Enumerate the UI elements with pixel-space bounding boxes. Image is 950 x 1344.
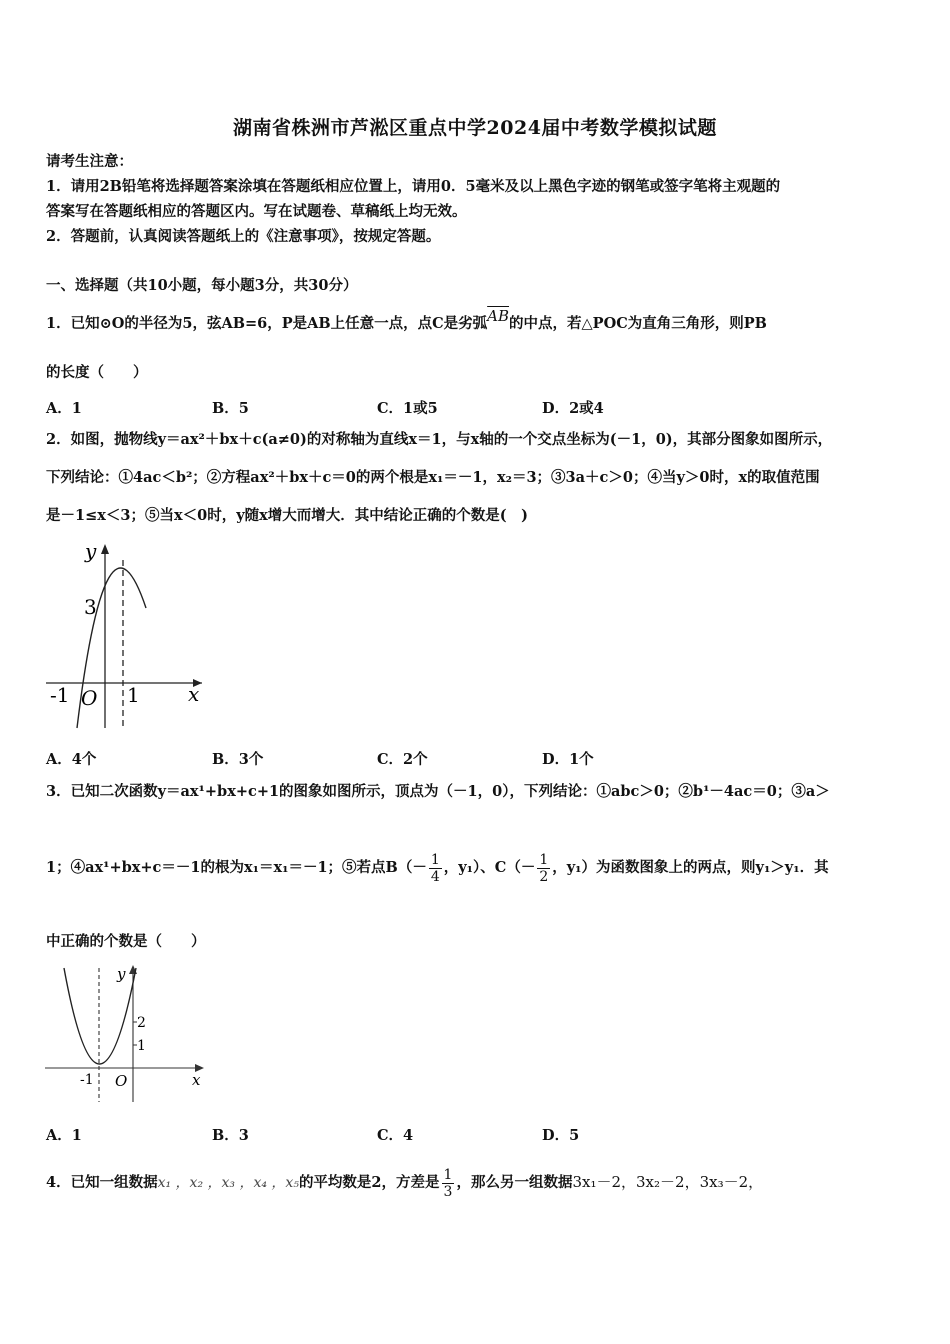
notice-line-2: 答案写在答题纸相应的答题区内。写在试题卷、草稿纸上均无效。 [46, 203, 467, 220]
q3-option-a[interactable]: A．1 [46, 1127, 82, 1144]
fraction-one-half [537, 852, 550, 885]
fraction-one-third [442, 1167, 455, 1200]
q1-option-a[interactable]: A．1 [46, 400, 82, 417]
notice-heading: 请考生注意： [46, 153, 133, 170]
question-1-line-1 [46, 307, 767, 334]
question-4-text-b: 的平均数是2，方差是 [298, 1174, 440, 1191]
notice-line-3: 2．答题前，认真阅读答题纸上的《注意事项》，按规定答题。 [46, 228, 441, 245]
q3-option-d[interactable]: D．5 [542, 1127, 580, 1144]
question-3-line-1: 3．已知二次函数y＝ax¹+bx+c+1的图象如图所示，顶点为（－1，0），下列结论：①abc＞0；②b¹－4ac＝0；③a＞ [46, 783, 830, 800]
frac-numerator: 1 [443, 1166, 453, 1183]
question-1-line-2: 的长度（ ） [46, 364, 148, 381]
notice-line-1: 1．请用2B铅笔将选择题答案涂填在答题纸相应位置上，请用0．5毫米及以上黑色字迹的钢笔或签字笔将主观题的 [46, 178, 781, 195]
y-axis-arrow [101, 544, 109, 554]
frac1-denominator: 4 [430, 868, 440, 885]
q2-option-b[interactable]: B．3个 [212, 751, 264, 768]
q1-option-c[interactable]: C．1或5 [377, 400, 438, 417]
q3-option-b[interactable]: B．3 [212, 1127, 249, 1144]
question-3-text-c: ，y₁）为函数图象上的两点，则y₁＞y₁．其 [552, 859, 829, 876]
graph2-x-label: x [188, 682, 200, 706]
frac2-denominator: 2 [539, 868, 549, 885]
arc-ab: $\overline{AB}$ [487, 307, 510, 325]
q1-option-b[interactable]: B．5 [212, 400, 249, 417]
question-2-graph [42, 538, 212, 738]
graph3-tick-2: 2 [137, 1015, 146, 1031]
question-3-graph [42, 962, 212, 1112]
question-3-line-2 [46, 848, 829, 888]
graph3-x-label: x [192, 1071, 201, 1089]
question-2-line-3: 是－1≤x＜3；⑤当x＜0时，y随x增大而增大．其中结论正确的个数是( ) [46, 507, 528, 524]
question-2-line-2: 下列结论：①4ac＜b²；②方程ax²＋bx＋c＝0的两个根是x₁＝－1，x₂＝3；③3a＋c＞0；④当y＞0时，x的取值范围 [46, 469, 820, 486]
graph3-tick-1: 1 [137, 1038, 146, 1054]
q3-option-c[interactable]: C．4 [377, 1127, 414, 1144]
question-4-text-a: 4．已知一组数据 [46, 1174, 158, 1191]
question-2-line-1: 2．如图，抛物线y＝ax²＋bx＋c(a≠0)的对称轴为直线x＝1，与x轴的一个交点坐标为(－1，0)，其部分图象如图所示， [46, 431, 833, 448]
transformed-data-expression: 3x₁－2，3x₂－2，3x₃－2， [572, 1173, 764, 1191]
frac1-numerator: 1 [430, 851, 440, 868]
q1-option-d[interactable]: D．2或4 [542, 400, 604, 417]
question-1-text-a: 1．已知⊙O的半径为5，弦AB=6，P是AB上任意一点，点C是劣弧 [46, 315, 488, 332]
frac2-numerator: 1 [539, 851, 549, 868]
question-4-line-1 [46, 1162, 763, 1203]
graph2-tick-neg1: -1 [50, 683, 70, 707]
graph2-tick-3: 3 [84, 595, 97, 619]
graph3-origin: O [115, 1072, 128, 1090]
question-3-line-3: 中正确的个数是（ ） [46, 933, 206, 950]
frac-denominator: 3 [443, 1183, 453, 1200]
fraction-one-quarter [429, 852, 442, 885]
section-heading: 一、选择题（共10小题，每小题3分，共30分） [46, 277, 358, 294]
data-variables: x₁ ，x₂ ，x₃ ，x₄ ，x₅ [157, 1175, 299, 1191]
graph2-origin: O [81, 686, 98, 710]
q2-option-d[interactable]: D．1个 [542, 751, 594, 768]
question-3-text-b: ，y₁）、C（－ [443, 859, 536, 876]
q2-option-c[interactable]: C．2个 [377, 751, 428, 768]
question-4-text-c: ，那么另一组数据 [456, 1174, 573, 1191]
page-title: 湖南省株洲市芦淞区重点中学2024届中考数学模拟试题 [233, 117, 717, 139]
question-1-text-b: 的中点，若△POC为直角三角形，则PB [509, 315, 767, 332]
graph2-y-label: y [85, 539, 97, 563]
graph3-y-label: y [117, 965, 126, 983]
question-3-text-a: 1；④ax¹+bx+c＝－1的根为x₁＝x₁＝－1；⑤若点B（－ [46, 859, 427, 876]
q2-option-a[interactable]: A．4个 [46, 751, 97, 768]
graph2-tick-1: 1 [127, 683, 140, 707]
graph3-tick-neg1: -1 [80, 1072, 94, 1088]
